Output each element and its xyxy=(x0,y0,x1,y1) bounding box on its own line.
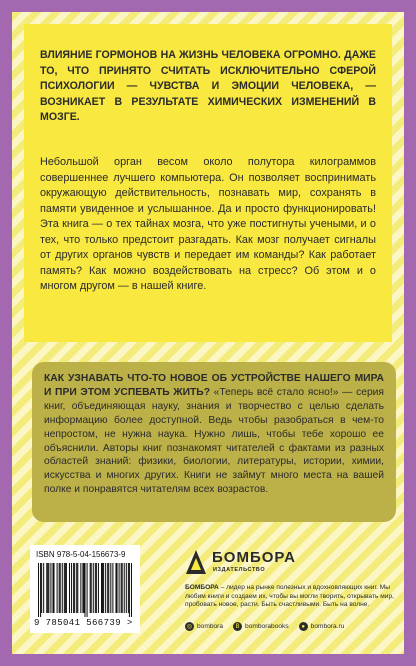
barcode-bar xyxy=(82,563,83,613)
barcode-bar xyxy=(129,563,130,617)
barcode-bar xyxy=(84,563,85,617)
barcode-bar xyxy=(59,563,60,613)
barcode-bar xyxy=(115,563,116,613)
barcode-image xyxy=(38,563,132,617)
barcode-bar xyxy=(103,563,104,613)
barcode-bar xyxy=(50,563,51,613)
barcode-bar xyxy=(122,563,123,613)
series-heading: КАК УЗНАВАТЬ ЧТО-ТО НОВОЕ ОБ УСТРОЙСТВЕ НАШЕГО МИРА И ПРИ ЭТОМ УСПЕВАТЬ ЖИТЬ? xyxy=(44,373,384,398)
bombora-logo-icon xyxy=(185,549,207,575)
social-link-vk[interactable] xyxy=(233,622,289,631)
description-paragraph: Небольшой орган весом около полутора килограммов совершеннее лучшего компьютера. Он позволяет воспринимать окружающую действительность, познавать мир, сохранять в памяти увиденное и услышанное. Да и просто функционировать! Эта книга — о тех тайнах мозга, что уже постигнуты учеными, и о тех, что только предстоит разгадать. Как мозг получает сигналы от других органов чувств и передает им команды? Как работает память? Как можно воздействовать на стресс? Об этом и о многом другом — в нашей книге. xyxy=(40,156,376,292)
barcode-bar xyxy=(117,563,118,613)
barcode-bar xyxy=(57,563,58,613)
barcode-bar xyxy=(47,563,48,613)
barcode-bar xyxy=(101,563,102,613)
barcode-bar xyxy=(112,563,113,613)
barcode-bar xyxy=(126,563,127,613)
social-label: bombora.ru xyxy=(310,623,345,630)
publisher-subtitle: ИЗДАТЕЛЬСТВО xyxy=(213,567,266,573)
barcode-bar xyxy=(80,563,81,613)
barcode-bar xyxy=(95,563,96,613)
instagram-icon: ◎ xyxy=(186,624,193,630)
barcode-bar xyxy=(119,563,120,613)
series-text: «Теперь всё стало ясно!» — серия книг, объединяющая науку, знания и творчество с целью сделать информацию более доступной. Ведь чтобы разобраться в чем-то непростом, не нужна наука. Нужно лишь, чтобы тебе хорошо ее объяснили. Авторы книг познакомят читателей с фактами из разных областей знаний: физики, биологии, литературы, истории, химии, искусства и многих других. Книги не займут много места на вашей полке и понравятся читателям всех возрастов. xyxy=(44,386,384,496)
barcode-bar xyxy=(40,563,41,617)
series-paragraph xyxy=(44,372,384,497)
blurb-brand: БОМБОРА xyxy=(185,584,219,591)
barcode-bar xyxy=(60,563,61,613)
barcode-bar xyxy=(124,563,125,613)
barcode-bar xyxy=(90,563,91,613)
barcode-bar xyxy=(52,563,53,613)
barcode-bar xyxy=(62,563,63,613)
social-label: bombora xyxy=(197,623,224,630)
barcode-bar xyxy=(110,563,111,613)
barcode-bar xyxy=(64,563,65,613)
barcode-bar xyxy=(131,563,132,617)
isbn-label: ISBN 978-5-04-156673-9 xyxy=(36,550,126,559)
barcode-bar xyxy=(53,563,54,613)
blurb-text: – лидер на рынке полезных и вдохновляющих книг. Мы любим книги и создаем их, чтобы вы могли творить, открывать мир, пробовать новое, расти. Быть счастливыми. Быть на волне. xyxy=(185,584,394,609)
barcode-bar xyxy=(91,563,92,613)
barcode-bar xyxy=(121,563,122,613)
globe-icon: ● xyxy=(299,622,308,631)
barcode-bar xyxy=(43,563,44,613)
barcode-bar xyxy=(41,563,42,613)
publisher-brand: БОМБОРА xyxy=(212,549,296,566)
barcode-bar xyxy=(105,563,106,613)
barcode-bar xyxy=(74,563,75,613)
barcode-bar xyxy=(76,563,77,613)
barcode-bar xyxy=(46,563,47,613)
barcode-bar xyxy=(77,563,78,613)
barcode-bar xyxy=(128,563,129,613)
barcode-bar xyxy=(83,563,84,613)
vk-icon: B xyxy=(233,622,242,631)
barcode-bar xyxy=(93,563,94,613)
barcode-bar xyxy=(38,563,39,617)
barcode-bar xyxy=(66,563,67,613)
barcode-bar xyxy=(71,563,72,613)
social-link-site[interactable] xyxy=(299,622,345,631)
barcode-bar xyxy=(108,563,109,613)
social-links xyxy=(185,622,344,631)
barcode-bar xyxy=(98,563,99,613)
barcode-bar xyxy=(73,563,74,613)
social-label: bomborabooks xyxy=(245,623,289,630)
lead-paragraph: ВЛИЯНИЕ ГОРМОНОВ НА ЖИЗНЬ ЧЕЛОВЕКА ОГРОМНО. ДАЖЕ ТО, ЧТО ПРИНЯТО СЧИТАТЬ ИСКЛЮЧИТЕЛЬНО СФЕРОЙ ПСИХОЛОГИИ — ЧУВСТВА И ЭМОЦИИ ЧЕЛОВЕКА, — ВОЗНИКАЕТ В РЕЗУЛЬТАТЕ ХИМИЧЕСКИХ ИЗМЕНЕНИЙ В МОЗГЕ. xyxy=(40,49,376,123)
publisher-blurb xyxy=(185,584,395,610)
isbn-block xyxy=(30,545,140,633)
barcode-bar xyxy=(102,563,103,613)
barcode-bar xyxy=(87,563,88,617)
barcode-bar xyxy=(107,563,108,613)
social-link-instagram[interactable] xyxy=(185,622,223,631)
barcode-bar xyxy=(48,563,49,613)
barcode-bar xyxy=(69,563,70,613)
barcode-bar xyxy=(96,563,97,613)
isbn-digits: 9 785041 566739 > xyxy=(34,618,133,628)
barcode-bar xyxy=(65,563,66,613)
